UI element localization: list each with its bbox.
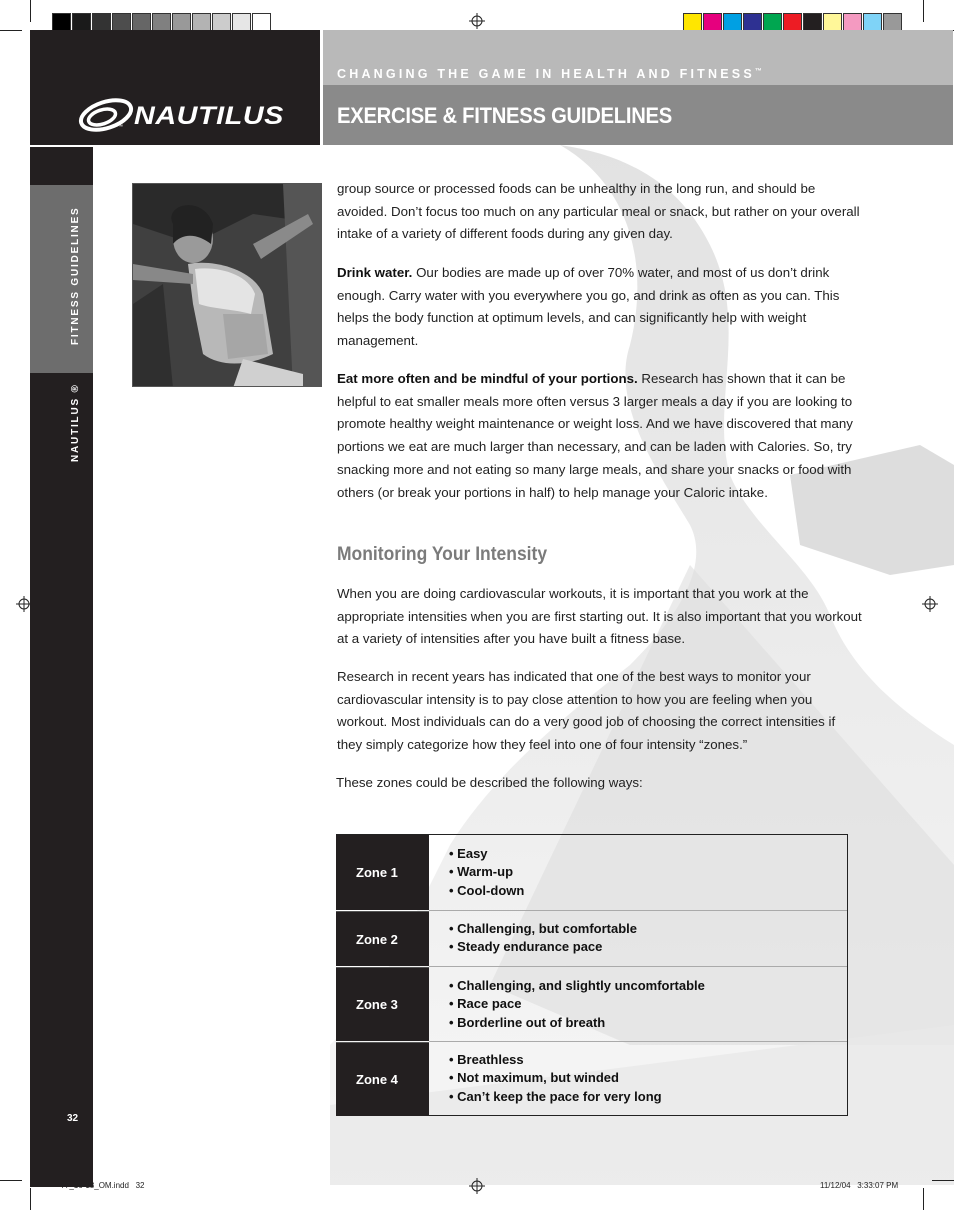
zone-label: Zone 1 (336, 835, 429, 910)
zone-label: Zone 2 (336, 911, 429, 966)
nautilus-swirl-logo-icon (78, 96, 136, 134)
tagline-text: CHANGING THE GAME IN HEALTH AND FITNESS (337, 67, 755, 81)
crop-mark (0, 1180, 22, 1181)
table-row (336, 835, 847, 910)
table-row (336, 911, 847, 966)
print-file-slug: T7_16-18_OM.indd 32 (60, 1181, 145, 1190)
page-number: 32 (67, 1113, 79, 1124)
zone-items (449, 920, 637, 957)
woman-exercising-photo (132, 183, 322, 387)
crop-mark (0, 30, 22, 31)
crop-mark (30, 0, 31, 22)
zone-items (449, 845, 524, 900)
zone-items (449, 977, 705, 1032)
logo-block (30, 30, 320, 145)
page-title: EXERCISE & FITNESS GUIDELINES (337, 103, 673, 128)
table-row (336, 1042, 847, 1116)
paragraph-intensities: When you are doing cardiovascular workouts, it is important that you work at the appropriate intensities when you are first starting out. It is also important that you workout at a variety of intensities after you have built a fitness base. (337, 586, 862, 647)
intensity-zones-table (336, 834, 848, 1116)
section-heading: Monitoring Your Intensity (337, 544, 548, 565)
zone-label: Zone 3 (336, 967, 429, 1041)
logo-wordmark: NAUTILUS (134, 102, 284, 130)
print-timestamp: 11/12/04 3:33:07 PM (820, 1181, 899, 1190)
table-row (336, 967, 847, 1041)
logo-trademark: ™ (118, 124, 123, 130)
zone-item: • Warm-up (449, 864, 514, 880)
crop-mark (923, 1188, 924, 1210)
zone-item: • Can’t keep the pace for very long (449, 1088, 662, 1104)
zone-label: Zone 4 (336, 1042, 429, 1116)
header-tagline (337, 67, 762, 81)
zone-item: • Race pace (449, 996, 522, 1012)
zone-item: • Cool-down (449, 882, 525, 898)
sidebar-section-label: FITNESS GUIDELINES (70, 206, 81, 345)
paragraph-portions (337, 368, 862, 504)
drink-water-lead: Drink water. (337, 265, 413, 280)
zone-item: • Challenging, but comfortable (449, 921, 637, 936)
paragraph-research: Research in recent years has indicated that one of the best ways to monitor your cardiovascular intensity is to pay close attention to how you are feeling when you workout. Most individuals can do a very good job of choosing the correct intensities if they simply categorize how they feel into one of four intensity “zones.” (337, 669, 836, 753)
registration-mark-icon (469, 13, 485, 29)
tagline-trademark: ™ (754, 67, 762, 75)
sidebar-active-section (30, 185, 93, 373)
portions-lead: Eat more often and be mindful of your portions. (337, 371, 638, 386)
zone-item: • Easy (449, 846, 488, 861)
zone-items (449, 1051, 662, 1106)
photo-illustration (133, 184, 322, 387)
crop-mark (923, 0, 924, 22)
paragraph-drink-water (337, 262, 862, 353)
sidebar-brand-label: NAUTILUS ® (70, 383, 81, 462)
zone-item: • Challenging, and slightly uncomfortable (449, 978, 705, 993)
registration-mark-icon (922, 596, 938, 612)
drink-water-text: Our bodies are made up of over 70% water, and most of us don’t drink enough. Carry water with you everywhere you go, and drink as often as you can. This helps the body function at optimum levels, and can significantly help with weight management. (337, 265, 840, 349)
crop-mark (932, 1180, 954, 1181)
zone-item: • Borderline out of breath (449, 1014, 606, 1030)
zone-item: • Breathless (449, 1052, 524, 1067)
zone-item: • Steady endurance pace (449, 939, 603, 955)
zone-item: • Not maximum, but winded (449, 1070, 619, 1086)
portions-text: Research has shown that it can be helpful to eat smaller meals more often versus 3 larger meals a day if you are looking to promote healthy weight maintenance or weight loss. And we have discovered that many portions we eat are much larger than necessary, and can be laden with Calories. So, try snacking more and not eating so many large meals, and share your snacks or food with others (or break your portions in half) to help manage your Caloric intake. (337, 371, 853, 500)
paragraph-food-sources: group source or processed foods can be unhealthy in the long run, and should be avoided. Don’t focus too much on any particular meal or snack, but rather on your overall intake of a variety of different foods during any given day. (337, 181, 860, 242)
paragraph-zones-intro: These zones could be described the following ways: (336, 775, 643, 790)
registration-mark-icon (469, 1178, 485, 1194)
crop-mark (30, 1188, 31, 1210)
